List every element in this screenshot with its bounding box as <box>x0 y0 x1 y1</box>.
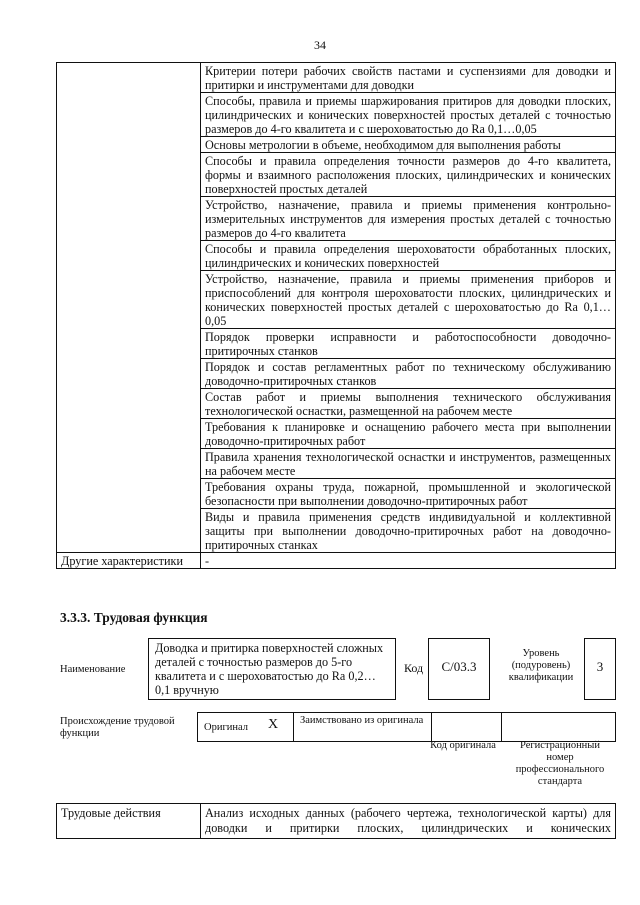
requirement-item: Способы и правила определения точности размеров до 4-го квалитета, формы и взаимного расположения плоских, цилиндрических и конических поверхностей простых деталей <box>201 153 616 197</box>
table-row <box>57 63 616 93</box>
name-label: Наименование <box>60 664 126 675</box>
requirement-item: Правила хранения технологической оснастки и инструментов, размещенных на рабочем месте <box>201 449 616 479</box>
code-original-caption: Код оригинала <box>430 740 496 751</box>
level-label: Уровень (подуровень) квалификации <box>508 648 574 683</box>
original-cell <box>198 713 294 741</box>
requirements-left-cell <box>57 63 201 553</box>
requirement-item: Порядок и состав регламентных работ по техническому обслуживанию доводочно-притирочных станков <box>201 359 616 389</box>
code-original-cell <box>432 713 502 741</box>
code-label: Код <box>404 661 424 675</box>
requirement-item: Устройство, назначение, правила и приемы применения контрольно-измерительных инструментов для измерения простых деталей с точностью размеров до 4-го квалитета <box>201 197 616 241</box>
function-name-box: Доводка и притирка поверхностей сложных деталей с точностью размеров до 5-го квалитета и с шероховатостью до Ra 0,2…0,1 вручную <box>148 638 396 700</box>
table-row <box>57 804 616 839</box>
requirement-item: Виды и правила применения средств индивидуальной и коллективной защиты при выполнении доводочно-притирочных работ на доводочно-притирочных станках <box>201 509 616 553</box>
actions-table <box>56 803 616 839</box>
reg-number-caption: Регистрационный номер профессионального стандарта <box>515 740 605 787</box>
page-number: 34 <box>314 38 326 52</box>
borrowed-cell <box>294 713 432 741</box>
requirement-item: Способы и правила определения шероховатости обработанных плоских, цилиндрических и конических поверхностей <box>201 241 616 271</box>
requirements-table <box>56 62 616 569</box>
origin-box <box>197 712 616 742</box>
original-mark: X <box>268 717 279 732</box>
level-box: 3 <box>584 638 616 700</box>
origin-label: Происхождение трудовой функции <box>60 716 175 739</box>
requirement-item: Требования к планировке и оснащению рабочего места при выполнении доводочно-притирочных работ <box>201 419 616 449</box>
other-label: Другие характеристики <box>57 553 201 569</box>
actions-label: Трудовые действия <box>57 804 201 839</box>
other-value: - <box>201 553 616 569</box>
requirement-item: Состав работ и приемы выполнения технического обслуживания технологической оснастки, размещенной на рабочем месте <box>201 389 616 419</box>
section-title: 3.3.3. Трудовая функция <box>60 610 208 625</box>
requirement-item: Критерии потери рабочих свойств пастами и суспензиями для доводки и притирки и инструментами для доводки <box>201 63 616 93</box>
original-label: Оригинал <box>204 722 248 733</box>
requirement-item: Основы метрологии в объеме, необходимом для выполнения работы <box>201 137 616 153</box>
requirement-item: Требования охраны труда, пожарной, промышленной и экологической безопасности при выполнении доводочно-притирочных работ <box>201 479 616 509</box>
table-row <box>57 553 616 569</box>
actions-first-row: Анализ исходных данных (рабочего чертежа, технологической карты) для доводки и притирки плоских, цилиндрических и конических <box>201 804 616 839</box>
borrowed-label: Заимствовано из оригинала <box>300 715 424 726</box>
requirement-item: Устройство, назначение, правила и приемы применения приборов и приспособлений для контроля шероховатости плоских, цилиндрических и конических поверхностей простых деталей с шероховатостью до Ra 0,1…0,05 <box>201 271 616 329</box>
requirement-item: Способы, правила и приемы шаржирования притиров для доводки плоских, цилиндрических и конических поверхностей простых деталей с точностью размеров до 4-го квалитета и с шероховатостью до Ra 0,1…0,05 <box>201 93 616 137</box>
function-code-box: C/03.3 <box>428 638 490 700</box>
requirement-item: Порядок проверки исправности и работоспособности доводочно-притирочных станков <box>201 329 616 359</box>
